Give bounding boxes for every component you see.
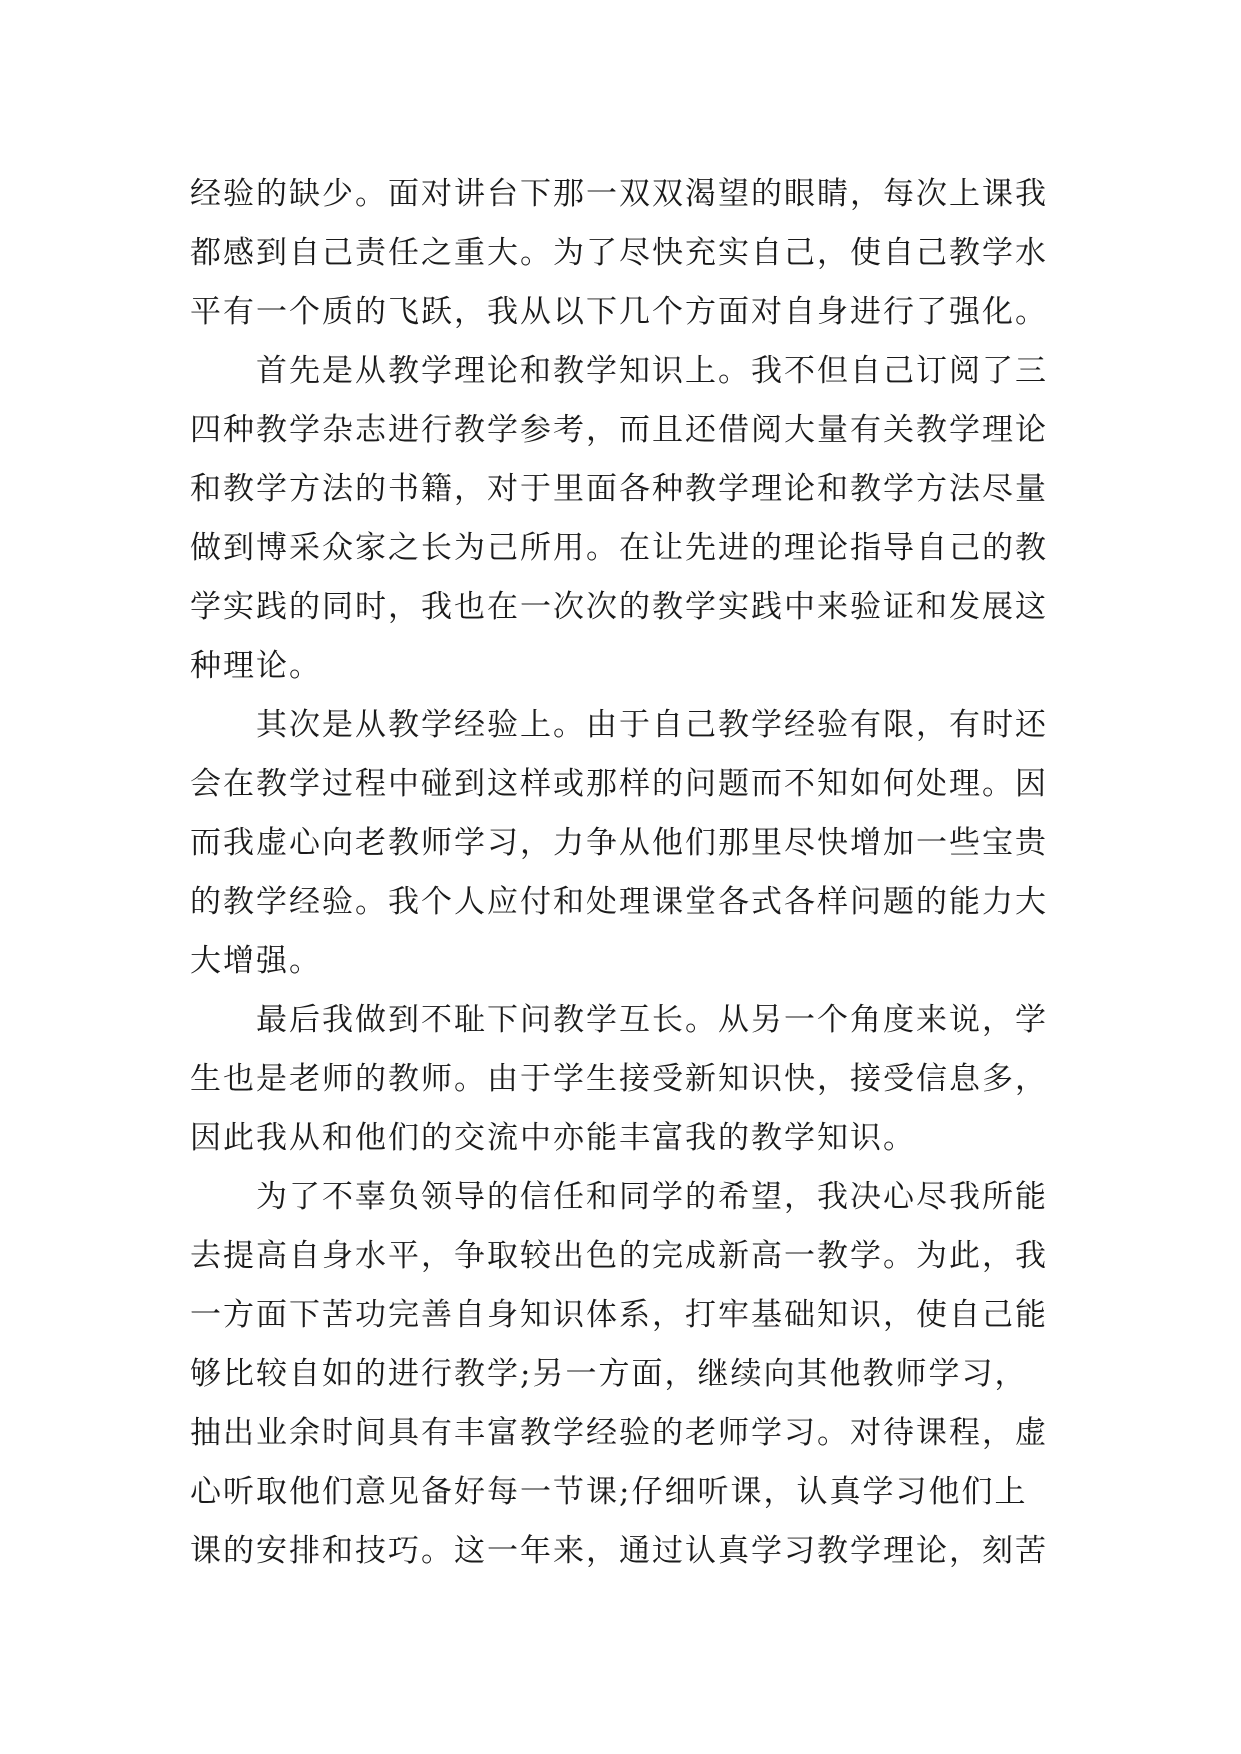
paragraph-first-line: 为了不辜负领导的信任和同学的希望，我决心尽我所能 bbox=[256, 1179, 1048, 1215]
text-line: 抽出业余时间具有丰富教学经验的老师学习。对待课程，虚 bbox=[190, 1415, 1048, 1451]
paragraph-first-line: 其次是从教学经验上。由于自己教学经验有限，有时还 bbox=[256, 707, 1048, 743]
text-line: 和教学方法的书籍，对于里面各种教学理论和教学方法尽量 bbox=[190, 471, 1048, 507]
text-line: 会在教学过程中碰到这样或那样的问题而不知如何处理。因 bbox=[190, 766, 1048, 802]
paragraph-first-line: 最后我做到不耻下问教学互长。从另一个角度来说，学 bbox=[256, 1002, 1048, 1038]
text-line: 心听取他们意见备好每一节课;仔细听课，认真学习他们上 bbox=[190, 1474, 1028, 1510]
paragraph-first-line: 首先是从教学理论和教学知识上。我不但自己订阅了三 bbox=[256, 353, 1048, 389]
text-line: 大增强。 bbox=[190, 943, 322, 979]
text-line: 平有一个质的飞跃，我从以下几个方面对自身进行了强化。 bbox=[190, 294, 1048, 330]
text-line: 一方面下苦功完善自身知识体系，打牢基础知识，使自己能 bbox=[190, 1297, 1048, 1333]
text-line: 四种教学杂志进行教学参考，而且还借阅大量有关教学理论 bbox=[190, 412, 1048, 448]
text-line: 而我虚心向老教师学习，力争从他们那里尽快增加一些宝贵 bbox=[190, 825, 1048, 861]
text-line: 都感到自己责任之重大。为了尽快充实自己，使自己教学水 bbox=[190, 235, 1048, 271]
text-line: 做到博采众家之长为己所用。在让先进的理论指导自己的教 bbox=[190, 530, 1048, 566]
text-line: 够比较自如的进行教学;另一方面，继续向其他教师学习， bbox=[190, 1356, 1028, 1392]
text-line: 因此我从和他们的交流中亦能丰富我的教学知识。 bbox=[190, 1120, 916, 1156]
text-line: 生也是老师的教师。由于学生接受新知识快，接受信息多， bbox=[190, 1061, 1048, 1097]
text-line: 经验的缺少。面对讲台下那一双双渴望的眼睛，每次上课我 bbox=[190, 176, 1048, 212]
text-line: 去提高自身水平，争取较出色的完成新高一教学。为此，我 bbox=[190, 1238, 1048, 1274]
text-line: 学实践的同时，我也在一次次的教学实践中来验证和发展这 bbox=[190, 589, 1048, 625]
body-text bbox=[190, 165, 1070, 1581]
text-line: 的教学经验。我个人应付和处理课堂各式各样问题的能力大 bbox=[190, 884, 1048, 920]
text-line: 课的安排和技巧。这一年来，通过认真学习教学理论，刻苦 bbox=[190, 1533, 1048, 1569]
text-line: 种理论。 bbox=[190, 648, 322, 684]
